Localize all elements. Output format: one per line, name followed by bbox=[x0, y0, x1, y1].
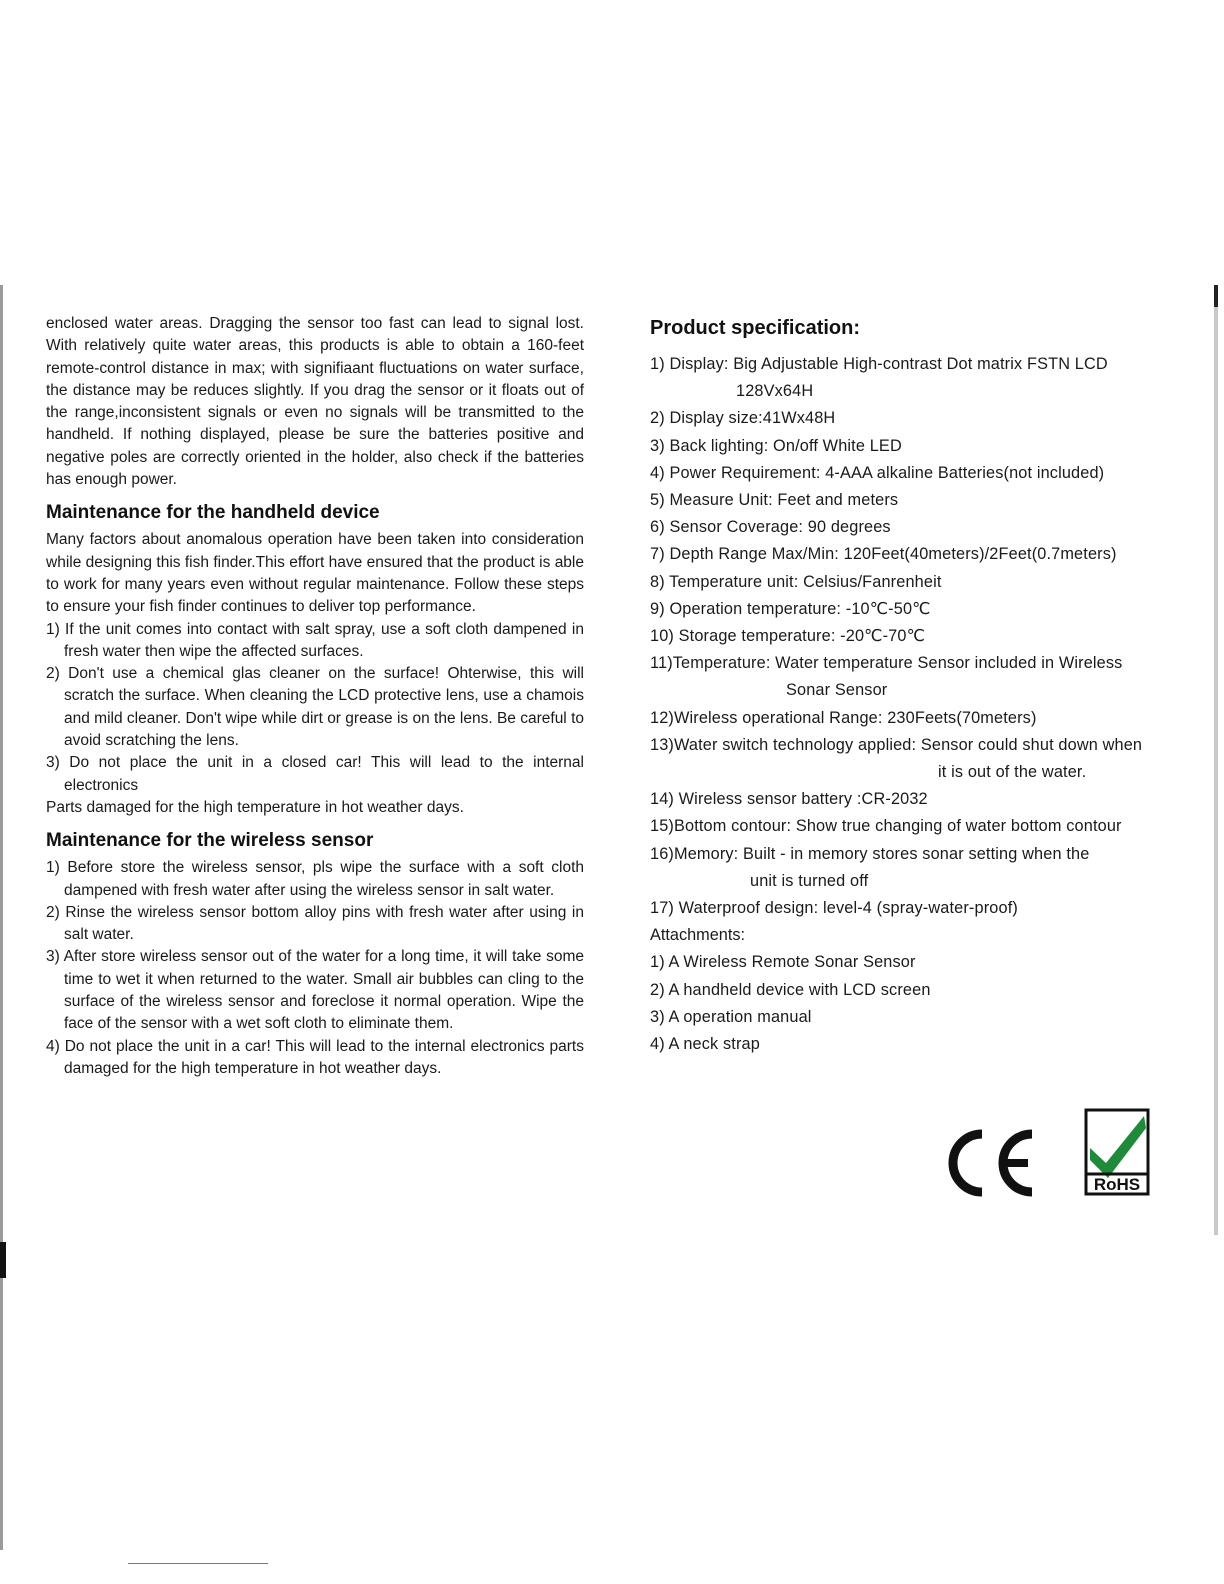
rohs-logo bbox=[1084, 1108, 1150, 1196]
list-item: 2) Rinse the wireless sensor bottom alloy pins with fresh water after using in salt water. bbox=[46, 903, 584, 944]
ce-mark-logo bbox=[942, 1128, 1036, 1198]
spec-item: 15)Bottom contour: Show true changing of water bottom contour bbox=[650, 817, 1122, 836]
spec-item: 4) Power Requirement: 4-AAA alkaline Batteries(not included) bbox=[650, 463, 1105, 482]
spec-item bbox=[650, 841, 1175, 895]
scan-edge-right bbox=[1214, 285, 1218, 1235]
rohs-label: RoHS bbox=[1093, 1175, 1141, 1194]
spec-item: 2) Display size:41Wx48H bbox=[650, 409, 836, 428]
spec-item: 7) Depth Range Max/Min: 120Feet(40meters)/2Feet(0.7meters) bbox=[650, 545, 1117, 564]
list-item: 1) Before store the wireless sensor, pls wipe the surface with a soft cloth dampened with fresh water after using the wireless sensor in salt water. bbox=[46, 859, 584, 899]
spec-continuation: it is out of the water. bbox=[938, 763, 1087, 782]
attachments-label: Attachments: bbox=[650, 926, 746, 945]
spec-item bbox=[650, 650, 1175, 704]
spec-text: 11)Temperature: Water temperature Sensor included in Wireless bbox=[650, 654, 1123, 673]
spec-item: 17) Waterproof design: level-4 (spray-water-proof) bbox=[650, 899, 1018, 918]
spec-item: 12)Wireless operational Range: 230Feets(70meters) bbox=[650, 708, 1037, 727]
handheld-steps bbox=[46, 619, 584, 797]
spec-text: 13)Water switch technology applied: Sensor could shut down when bbox=[650, 735, 1143, 754]
spec-heading: Product specification: bbox=[650, 317, 861, 339]
attachment-item: 2) A handheld device with LCD screen bbox=[650, 980, 931, 999]
spec-item bbox=[650, 351, 1175, 405]
list-item: 3) After store wireless sensor out of the water for a long time, it will take some time to wet it when returned to the water. Small air bubbles can cling to the surface of the wireless sensor and foreclose it normal operation. Wipe the face of the sensor with a wet soft cloth to eliminate them. bbox=[46, 948, 584, 1033]
scan-edge-left bbox=[0, 285, 3, 1550]
spec-item: 6) Sensor Coverage: 90 degrees bbox=[650, 518, 891, 537]
list-item: 2) Don't use a chemical glas cleaner on the surface! Ohterwise, this will scratch the surface. When cleaning the LCD protective lens, use a chamois and mild cleaner. Don't wipe while dirt or grease is on the lens. Be careful to avoid scratching the lens. bbox=[46, 665, 584, 750]
spec-item: 9) Operation temperature: -10℃-50℃ bbox=[650, 599, 931, 618]
intro-paragraph: enclosed water areas. Dragging the sensor too fast can lead to signal lost. With relatively quite water areas, this products is able to obtain a 160-feet remote-control distance in max; with signifiaant fluctuations on water surface, the distance may be reduces slightly. If you drag the sensor or it floats out of the range,inconsistent signals or even no signals will be transmitted to the handheld. If nothing displayed, please be sure the batteries positive and negative poles are correctly oriented in the holder, also check if the batteries has enough power. bbox=[46, 315, 584, 489]
spec-item: 3) Back lighting: On/off White LED bbox=[650, 436, 902, 455]
list-item: 4) Do not place the unit in a car! This will lead to the internal electronics parts damaged for the high temperature in hot weather days. bbox=[46, 1037, 584, 1077]
right-column bbox=[650, 313, 1175, 1058]
attachment-item: 3) A operation manual bbox=[650, 1007, 812, 1026]
list-item: 1) If the unit comes into contact with salt spray, use a soft cloth dampened in fresh water then wipe the affected surfaces. bbox=[46, 620, 584, 660]
wireless-steps bbox=[46, 857, 584, 1080]
spec-item bbox=[650, 732, 1175, 786]
left-column bbox=[46, 313, 584, 1080]
attachment-item: 1) A Wireless Remote Sonar Sensor bbox=[650, 953, 916, 972]
scan-edge-mark bbox=[0, 1242, 6, 1278]
spec-item: 10) Storage temperature: -20℃-70℃ bbox=[650, 627, 926, 646]
handheld-maintenance-heading: Maintenance for the handheld device bbox=[46, 502, 380, 524]
spec-item: 8) Temperature unit: Celsius/Fanrenheit bbox=[650, 572, 942, 591]
spec-text: 16)Memory: Built - in memory stores sonar setting when the bbox=[650, 844, 1090, 863]
attachments-list bbox=[650, 949, 1175, 1058]
spec-continuation: 128Vx64H bbox=[736, 382, 814, 401]
spec-list bbox=[650, 351, 1175, 922]
handheld-intro: Many factors about anomalous operation have been taken into consideration while designing this fish finder.This effort have ensured that the product is able to work for many years even without regular maintenance. Follow these steps to ensure your fish finder continues to deliver top performance. bbox=[46, 531, 584, 616]
scan-underline bbox=[128, 1563, 268, 1564]
spec-continuation: unit is turned off bbox=[750, 871, 869, 890]
attachment-item: 4) A neck strap bbox=[650, 1035, 760, 1054]
scan-edge-mark-right bbox=[1214, 285, 1218, 307]
handheld-tail: Parts damaged for the high temperature in hot weather days. bbox=[46, 798, 464, 816]
spec-text: 1) Display: Big Adjustable High-contrast Dot matrix FSTN LCD bbox=[650, 355, 1108, 373]
spec-item: 14) Wireless sensor battery :CR-2032 bbox=[650, 790, 928, 809]
spec-item: 5) Measure Unit: Feet and meters bbox=[650, 491, 899, 510]
wireless-maintenance-heading: Maintenance for the wireless sensor bbox=[46, 830, 374, 852]
spec-continuation: Sonar Sensor bbox=[786, 681, 888, 700]
list-item: 3) Do not place the unit in a closed car! This will lead to the internal electronics bbox=[46, 754, 584, 794]
